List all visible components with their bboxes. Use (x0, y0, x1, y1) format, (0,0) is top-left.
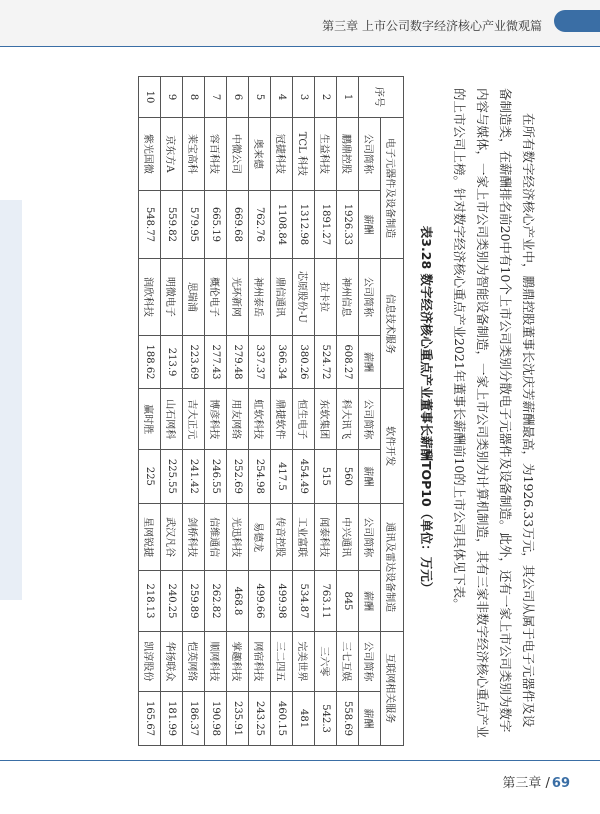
salary-header: 薪酬 (359, 571, 381, 631)
company-header: 公司简称 (359, 118, 381, 191)
company-name: 恺英网络 (183, 631, 205, 692)
table-title: 表3.28 数字经济核心重点产业董事长薪酬TOP10（单位：万元） (419, 225, 434, 595)
company-header: 公司简称 (359, 259, 381, 335)
table-row (205, 77, 227, 746)
company-name: 明微电子 (161, 259, 183, 335)
company-name: 概伦电子 (205, 259, 227, 335)
table-row (183, 77, 205, 746)
salary-value: 468.8 (227, 571, 249, 631)
salary-value: 454.49 (293, 449, 315, 503)
salary-value: 1312.98 (293, 190, 315, 259)
rotated-content (120, 60, 560, 760)
table-row (227, 77, 249, 746)
salary-value: 235.91 (227, 692, 249, 746)
company-name: 中微公司 (227, 118, 249, 191)
salary-value: 1926.33 (337, 190, 359, 259)
salary-value: 165.67 (139, 692, 161, 746)
salary-value: 279.48 (227, 335, 249, 389)
company-name: 易德龙 (249, 503, 271, 571)
salary-value: 669.68 (227, 190, 249, 259)
row-index: 8 (183, 77, 205, 118)
salary-value: 225.55 (161, 449, 183, 503)
salary-header: 薪酬 (359, 335, 381, 389)
company-name: 武汉凡谷 (161, 503, 183, 571)
table-row (161, 77, 183, 746)
company-name: 吉大正元 (183, 389, 205, 450)
salary-value: 213.9 (161, 335, 183, 389)
company-name: 神州信息 (337, 259, 359, 335)
company-name: 紫光国微 (139, 118, 161, 191)
company-name: 奥来德 (249, 118, 271, 191)
salary-value: 218.13 (139, 571, 161, 631)
salary-value: 579.95 (183, 190, 205, 259)
row-index: 7 (205, 77, 227, 118)
company-name: 恒生电子 (293, 389, 315, 450)
group-header: 通讯及雷达设备制造 (381, 503, 404, 631)
salary-value: 366.34 (271, 335, 293, 389)
table-group-header-row (381, 77, 404, 746)
row-index: 5 (249, 77, 271, 118)
table-body (139, 77, 359, 746)
salary-value: 524.72 (315, 335, 337, 389)
salary-value: 417.5 (271, 449, 293, 503)
company-name: 用友网络 (227, 389, 249, 450)
salary-value: 186.37 (183, 692, 205, 746)
row-index: 3 (293, 77, 315, 118)
company-name: 鼎信通讯 (271, 259, 293, 335)
company-name: 鼎捷软件 (271, 389, 293, 450)
row-index: 10 (139, 77, 161, 118)
salary-value: 246.55 (205, 449, 227, 503)
salary-value: 241.42 (183, 449, 205, 503)
company-name: 三二四五 (271, 631, 293, 692)
salary-value: 548.77 (139, 190, 161, 259)
salary-value: 240.25 (161, 571, 183, 631)
salary-value: 243.25 (249, 692, 271, 746)
company-name: 科大讯飞 (337, 389, 359, 450)
page-footer (502, 772, 570, 791)
company-name: 东软集团 (315, 389, 337, 450)
company-name: 赢时胜 (139, 389, 161, 450)
salary-value: 277.43 (205, 335, 227, 389)
salary-header: 薪酬 (359, 190, 381, 259)
table-sub-header-row (359, 77, 381, 746)
company-name: 闻泰科技 (315, 503, 337, 571)
salary-value: 337.37 (249, 335, 271, 389)
row-index: 6 (227, 77, 249, 118)
company-name: 凯淳股份 (139, 631, 161, 692)
company-name: 冠捷科技 (271, 118, 293, 191)
salary-value: 499.98 (271, 571, 293, 631)
company-header: 公司简称 (359, 503, 381, 571)
company-name: 莱宝高科 (183, 118, 205, 191)
table-row (293, 77, 315, 746)
row-index: 1 (337, 77, 359, 118)
company-name: 完美世界 (293, 631, 315, 692)
header-accent-tab (554, 10, 600, 32)
salary-header: 薪酬 (359, 449, 381, 503)
company-name: 鹏鼎控股 (337, 118, 359, 191)
header-divider (0, 46, 600, 47)
salary-value: 259.89 (183, 571, 205, 631)
salary-value: 560 (337, 449, 359, 503)
company-name: 山石网科 (161, 389, 183, 450)
company-name: 拉卡拉 (315, 259, 337, 335)
table-row (271, 77, 293, 746)
company-name: 掌趣科技 (227, 631, 249, 692)
company-name: TCL 科技 (293, 118, 315, 191)
footer-divider (0, 760, 600, 761)
salary-value: 188.62 (139, 335, 161, 389)
intro-paragraph: 在所有数字经济核心产业中，鹏鼎控股董事长沈庆芳薪酬最高，为1926.33万元，其公司从属于电子元器件及设备制造类，在薪酬排名前20中有10个上市公司类别分散电子元器件及设备制造。此外，还有一家上市公司类别为数字内容与媒体，一家上市公司类别为智能设备制造，一家上市公司类别为计算机制造，其有三家非数字经济核心重点产业的上市公司上榜。针对数字经济核心重点产业2021年董事长薪酬前10的上市公司具体见下表。 (452, 88, 536, 739)
salary-value: 542.3 (315, 692, 337, 746)
salary-value: 515 (315, 449, 337, 503)
group-header: 电子元器件及设备制造 (381, 118, 404, 259)
salary-value: 181.99 (161, 692, 183, 746)
chapter-title: 第三章 上市公司数字经济核心产业微观篇 (322, 19, 542, 33)
company-name: 神州泰岳 (249, 259, 271, 335)
salary-value: 1891.27 (315, 190, 337, 259)
group-header: 软件开发 (381, 389, 404, 503)
salary-value: 499.66 (249, 571, 271, 631)
row-index: 2 (315, 77, 337, 118)
company-name: 光迅科技 (227, 503, 249, 571)
company-name: 剑桥科技 (183, 503, 205, 571)
salary-value: 223.69 (183, 335, 205, 389)
table-row (315, 77, 337, 746)
company-header: 公司简称 (359, 631, 381, 692)
company-name: 生益科技 (315, 118, 337, 191)
company-name: 星网锐捷 (139, 503, 161, 571)
salary-value: 481 (293, 692, 315, 746)
table-row (249, 77, 271, 746)
salary-value: 225 (139, 449, 161, 503)
company-name: 光环新网 (227, 259, 249, 335)
company-name: 京东方A (161, 118, 183, 191)
company-header: 公司简称 (359, 389, 381, 450)
salary-value: 558.69 (337, 692, 359, 746)
salary-value: 665.19 (205, 190, 227, 259)
row-index: 4 (271, 77, 293, 118)
side-decoration (0, 200, 22, 600)
index-header: 序号 (359, 77, 404, 118)
company-name: 三七互娱 (337, 631, 359, 692)
salary-value: 534.87 (293, 571, 315, 631)
company-name: 虹软科技 (249, 389, 271, 450)
company-name: 顺网科技 (205, 631, 227, 692)
group-header: 互联网相关服务 (381, 631, 404, 745)
company-name: 中兴通讯 (337, 503, 359, 571)
company-name: 容百科技 (205, 118, 227, 191)
company-name: 信维通信 (205, 503, 227, 571)
salary-value: 1108.84 (271, 190, 293, 259)
salary-table (138, 76, 404, 746)
company-name: 三六零 (315, 631, 337, 692)
company-name: 博彦科技 (205, 389, 227, 450)
row-index: 9 (161, 77, 183, 118)
company-name: 润欣科技 (139, 259, 161, 335)
footer-chapter: 第三章 / (502, 776, 550, 791)
company-name: 思瑞浦 (183, 259, 205, 335)
company-name: 芯原股份-U (293, 259, 315, 335)
salary-value: 460.15 (271, 692, 293, 746)
company-name: 工业富联 (293, 503, 315, 571)
salary-value: 254.98 (249, 449, 271, 503)
group-header: 信息技术服务 (381, 259, 404, 389)
table-row (139, 77, 161, 746)
salary-value: 262.82 (205, 571, 227, 631)
salary-value: 763.11 (315, 571, 337, 631)
salary-header: 薪酬 (359, 692, 381, 746)
page-number: 69 (551, 776, 570, 791)
salary-value: 762.76 (249, 190, 271, 259)
salary-value: 252.69 (227, 449, 249, 503)
salary-value: 608.27 (337, 335, 359, 389)
company-name: 网宿科技 (249, 631, 271, 692)
company-name: 华扬联众 (161, 631, 183, 692)
salary-value: 190.98 (205, 692, 227, 746)
salary-value: 845 (337, 571, 359, 631)
company-name: 传音控股 (271, 503, 293, 571)
salary-value: 380.26 (293, 335, 315, 389)
table-row (337, 77, 359, 746)
salary-value: 559.82 (161, 190, 183, 259)
